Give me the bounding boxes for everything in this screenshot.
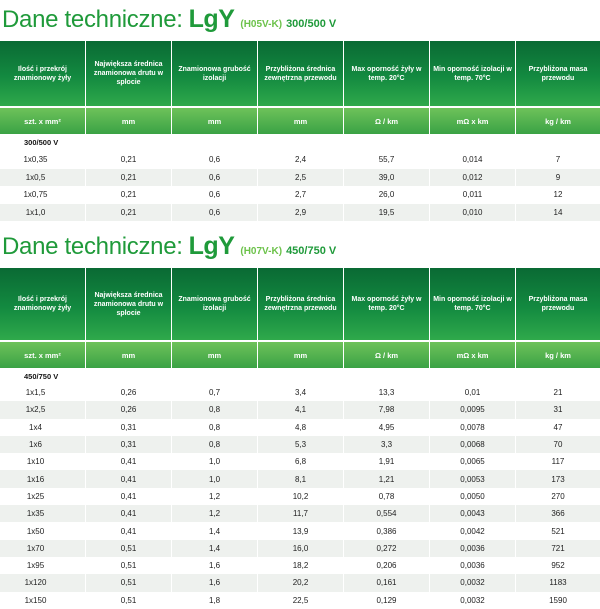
table-cell: 0,21 [86, 186, 172, 204]
table-cell: 0,6 [172, 169, 258, 187]
table-cell: 0,21 [86, 204, 172, 222]
unit-label: mm [172, 106, 258, 134]
table-row [0, 592, 600, 609]
column-header: Przybliżona masa przewodu [516, 41, 600, 106]
table-cell: 6,8 [258, 453, 344, 470]
column-header: Przybliżona średnica zewnętrzna przewodu [258, 41, 344, 106]
table-cell: 1,4 [172, 540, 258, 557]
table-cell: 3,3 [344, 436, 430, 453]
table-row [0, 470, 600, 487]
table-cell: 0,0042 [430, 522, 516, 539]
table-row [0, 540, 600, 557]
table-cell: 1,21 [344, 470, 430, 487]
table-cell: 26,0 [344, 186, 430, 204]
table-cell: 7,98 [344, 401, 430, 418]
table-1-group-row [0, 134, 600, 151]
table-cell: 0,272 [344, 540, 430, 557]
table-row [0, 574, 600, 591]
table-cell: 1,91 [344, 453, 430, 470]
table-cell: 1,2 [172, 505, 258, 522]
table-cell: 0,78 [344, 488, 430, 505]
table-cell: 1x4 [0, 419, 86, 436]
table-cell: 1x50 [0, 522, 86, 539]
table-cell: 1x70 [0, 540, 86, 557]
column-header: Największa średnica znamionowa drutu w splocie [86, 41, 172, 106]
table-row [0, 522, 600, 539]
table-cell: 0,554 [344, 505, 430, 522]
table-cell: 55,7 [344, 151, 430, 169]
table-cell: 952 [551, 561, 565, 571]
table-cell: 1x95 [0, 557, 86, 574]
table-cell: 0,161 [344, 574, 430, 591]
table-cell: 0,8 [172, 436, 258, 453]
table-cell: 31 [516, 401, 600, 418]
unit-label: kg / km [516, 106, 600, 134]
table-row [0, 204, 600, 222]
section-2-title [2, 232, 336, 262]
table-cell: 0,129 [344, 592, 430, 609]
table-cell: 2,5 [258, 169, 344, 187]
section-1-title [2, 5, 336, 35]
unit-label: szt. x mm² [0, 340, 86, 368]
unit-label: mm [258, 106, 344, 134]
column-header: Ilość i przekrój znamionowy żyły [0, 41, 86, 106]
table-cell: 0,0036 [430, 540, 516, 557]
table-cell: 0,0043 [430, 505, 516, 522]
table-cell: 0,012 [430, 169, 516, 187]
table-cell: 0,8 [172, 401, 258, 418]
table-cell: 1,4 [172, 522, 258, 539]
table-row [0, 401, 600, 418]
section-1-voltage: 300/500 V [286, 18, 337, 30]
table-cell: 18,2 [258, 557, 344, 574]
table-row [0, 169, 600, 187]
unit-label: mm [86, 106, 172, 134]
table-cell: 0,0032 [430, 592, 516, 609]
table-cell: 1x10 [0, 453, 86, 470]
unit-label: mm [258, 340, 344, 368]
table-cell: 22,5 [258, 592, 344, 609]
table-cell: 0,31 [86, 419, 172, 436]
table-cell: 1x0,75 [0, 186, 86, 204]
table-cell: 5,3 [258, 436, 344, 453]
table-1-unit-row [0, 106, 600, 134]
table-cell: 70 [516, 436, 600, 453]
table-cell: 0,0050 [430, 488, 516, 505]
unit-label: Ω / km [344, 106, 430, 134]
table-cell: 0,0065 [430, 453, 516, 470]
table-cell: 1x35 [0, 505, 86, 522]
table-row [0, 419, 600, 436]
table-cell: 39,0 [344, 169, 430, 187]
table-cell: 9 [516, 169, 600, 187]
table-cell: 2,9 [258, 204, 344, 222]
unit-label: mΩ x km [430, 340, 516, 368]
table-cell: 14 [516, 204, 600, 222]
table-row [0, 384, 600, 401]
table-cell: 117 [551, 457, 565, 467]
column-header: Max oporność żyły w temp. 20°C [344, 268, 430, 340]
table-cell: 7 [555, 155, 561, 165]
column-header: Znamionowa grubość izolacji [172, 268, 258, 340]
table-cell: 1x150 [0, 592, 86, 609]
table-cell: 47 [553, 422, 563, 432]
table-cell: 521 [551, 526, 565, 536]
table-cell: 173 [516, 470, 600, 487]
table-cell: 13,3 [344, 384, 430, 401]
table-cell: 0,6 [172, 186, 258, 204]
table-cell: 1,2 [172, 488, 258, 505]
table-2-body [0, 384, 600, 609]
unit-label: Ω / km [344, 340, 430, 368]
section-2-voltage: 450/750 V [286, 245, 337, 257]
table-cell: 0,51 [86, 574, 172, 591]
table-cell: 1x1,0 [0, 204, 86, 222]
table-cell: 1,8 [172, 592, 258, 609]
table-cell: 0,8 [172, 419, 258, 436]
table-cell: 1x1,5 [0, 384, 86, 401]
table-cell: 0,010 [430, 204, 516, 222]
table-cell: 0,0095 [430, 401, 516, 418]
table-cell: 0,206 [344, 557, 430, 574]
table-cell: 366 [516, 505, 600, 522]
table-cell: 1590 [549, 595, 567, 605]
table-cell: 11,7 [258, 505, 344, 522]
table-cell: 1,0 [172, 470, 258, 487]
section-2-product: LgY [188, 232, 235, 260]
table-cell: 0,011 [430, 186, 516, 204]
table-cell: 3,4 [258, 384, 344, 401]
section-1-code: (H05V-K) [240, 19, 283, 30]
table-cell: 721 [516, 540, 600, 557]
table-cell: 0,41 [86, 453, 172, 470]
table-cell: 0,51 [86, 540, 172, 557]
table-cell: 0,41 [86, 470, 172, 487]
table-cell: 0,0036 [430, 557, 516, 574]
table-cell: 0,01 [430, 384, 516, 401]
table-cell: 0,21 [86, 169, 172, 187]
table-2-group-row [0, 368, 600, 384]
column-header: Znamionowa grubość izolacji [172, 41, 258, 106]
table-2-header-row [0, 268, 600, 340]
table-cell: 1x6 [0, 436, 86, 453]
table-cell: 1x16 [0, 470, 86, 487]
table-cell: 0,41 [86, 505, 172, 522]
table-cell: 19,5 [344, 204, 430, 222]
table-cell: 0,21 [86, 151, 172, 169]
column-header: Min oporność izolacji w temp. 70°C [430, 268, 516, 340]
column-header: Min oporność izolacji w temp. 70°C [430, 41, 516, 106]
table-cell: 21 [553, 388, 563, 398]
table-cell: 2,7 [258, 186, 344, 204]
column-header: Największa średnica znamionowa drutu w splocie [86, 268, 172, 340]
table-row [0, 488, 600, 505]
table-cell: 13,9 [258, 522, 344, 539]
column-header: Max oporność żyły w temp. 20°C [344, 41, 430, 106]
table-row [0, 436, 600, 453]
table-cell: 0,41 [86, 522, 172, 539]
unit-label: mm [86, 340, 172, 368]
table-cell: 0,6 [172, 204, 258, 222]
unit-label: kg / km [516, 340, 600, 368]
table-cell: 0,51 [86, 557, 172, 574]
table-cell: 1,0 [172, 453, 258, 470]
column-header: Ilość i przekrój znamionowy żyły [0, 268, 86, 340]
table-row [0, 453, 600, 470]
table-cell: 1x25 [0, 488, 86, 505]
table-cell: 0,0078 [430, 419, 516, 436]
table-cell: 8,1 [258, 470, 344, 487]
table-1-body [0, 151, 600, 221]
voltage-group-label: 450/750 V [24, 371, 59, 381]
table-cell: 0,386 [344, 522, 430, 539]
table-cell: 1x120 [0, 574, 86, 591]
table-cell: 0,7 [172, 384, 258, 401]
table-cell: 1183 [516, 574, 600, 591]
table-cell: 0,41 [86, 488, 172, 505]
unit-label: szt. x mm² [0, 106, 86, 134]
column-header: Przybliżona średnica zewnętrzna przewodu [258, 268, 344, 340]
table-row [0, 151, 600, 169]
section-2-heading: Dane techniczne: [2, 233, 183, 260]
table-cell: 20,2 [258, 574, 344, 591]
table-cell: 0,014 [430, 151, 516, 169]
table-cell: 4,1 [258, 401, 344, 418]
table-cell: 0,6 [172, 151, 258, 169]
column-header: Przybliżona masa przewodu [516, 268, 600, 340]
table-cell: 1,6 [172, 557, 258, 574]
table-cell: 1x0,35 [0, 151, 86, 169]
table-cell: 0,0068 [430, 436, 516, 453]
table-cell: 270 [551, 491, 565, 501]
table-cell: 16,0 [258, 540, 344, 557]
table-cell: 1x2,5 [0, 401, 86, 418]
voltage-group-label: 300/500 V [24, 138, 59, 147]
section-2-code: (H07V-K) [240, 246, 283, 257]
table-row [0, 557, 600, 574]
table-cell: 0,0032 [430, 574, 516, 591]
table-cell: 0,26 [86, 384, 172, 401]
unit-label: mm [172, 340, 258, 368]
table-cell: 4,95 [344, 419, 430, 436]
table-1-header-row [0, 41, 600, 106]
table-cell: 1,6 [172, 574, 258, 591]
table-cell: 12 [553, 190, 563, 200]
table-row [0, 505, 600, 522]
table-cell: 0,31 [86, 436, 172, 453]
table-cell: 1x0,5 [0, 169, 86, 187]
table-cell: 0,51 [86, 592, 172, 609]
unit-label: mΩ x km [430, 106, 516, 134]
table-cell: 4,8 [258, 419, 344, 436]
table-cell: 0,26 [86, 401, 172, 418]
table-cell: 0,0053 [430, 470, 516, 487]
section-1-product: LgY [188, 5, 235, 33]
table-cell: 10,2 [258, 488, 344, 505]
section-1-heading: Dane techniczne: [2, 6, 183, 33]
table-row [0, 186, 600, 204]
spec-table-1 [0, 41, 600, 221]
table-cell: 2,4 [258, 151, 344, 169]
spec-table-2 [0, 268, 600, 609]
table-2-unit-row [0, 340, 600, 368]
